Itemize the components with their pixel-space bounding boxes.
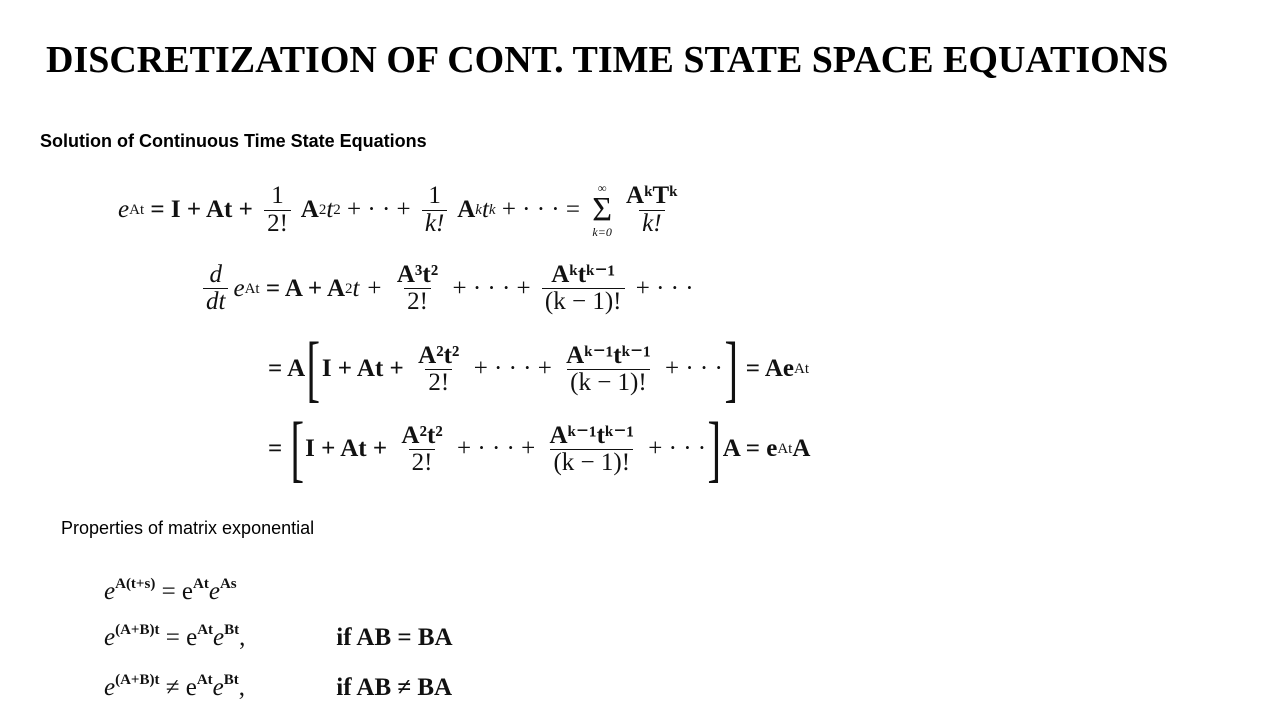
- equation-text: A: [792, 435, 811, 463]
- summation: [592, 182, 612, 238]
- equation-text: t +: [352, 274, 389, 302]
- equation-text: = Ae: [739, 355, 794, 383]
- property-comma: ,: [238, 674, 245, 701]
- equation-text: = A: [268, 355, 306, 383]
- fraction-numerator: 1: [271, 182, 284, 210]
- properties-label: Properties of matrix exponential: [61, 518, 315, 538]
- property-comma: ,: [239, 624, 246, 651]
- exponent: (A+B)t: [115, 622, 160, 638]
- fraction: [623, 183, 681, 237]
- fraction-denominator: 2!: [264, 210, 291, 237]
- property-rhs-base: e: [212, 674, 224, 701]
- property-rhs: = e: [155, 578, 194, 605]
- fraction: [398, 423, 445, 477]
- fraction: [422, 183, 447, 237]
- equation-text: + · · · +: [467, 355, 559, 383]
- sigma-symbol: Σ: [592, 191, 613, 228]
- equation-factor-right: = [ I + At + $\frac{\text{A²t²}}{2!}$ + · · · + $\frac{\text{Aᵏ⁻¹tᵏ⁻¹}}{(k - 1)!}$ + · · · ] A = e At A: [268, 408, 811, 490]
- equation-text: + · · ·: [642, 435, 707, 463]
- fraction-denominator: 2!: [404, 288, 431, 315]
- summation-upper-limit: ∞: [597, 181, 607, 195]
- fraction: [394, 262, 441, 316]
- derivative-fraction: [203, 262, 228, 316]
- fraction-numerator: A²t²: [418, 341, 460, 369]
- fraction: [542, 262, 625, 316]
- fraction-denominator: (k − 1)!: [567, 369, 650, 396]
- fraction-denominator: (k − 1)!: [550, 449, 633, 476]
- fraction-denominator: 2!: [409, 449, 436, 476]
- exponent: As: [219, 576, 237, 592]
- exponent: (A+B)t: [115, 672, 160, 688]
- exponent: At: [193, 576, 209, 592]
- equation-text: A: [452, 196, 476, 224]
- equation-derivative: $\frac{d}{dt}$ e At = A + A 2 t + $\frac{\text{A³t²}}{2!}$ + · · · + $\frac{\text{Aᵏtᵏ⁻¹}}{(k - 1)!}$ + · · ·: [198, 262, 694, 316]
- fraction-numerator: 1: [428, 182, 441, 210]
- fraction-denominator: (k − 1)!: [542, 288, 625, 315]
- fraction-denominator: k!: [639, 210, 664, 237]
- fraction: [546, 423, 637, 477]
- equation-text: = I + At +: [144, 196, 260, 224]
- left-bracket: [: [306, 328, 321, 410]
- fraction-denominator: k!: [422, 210, 447, 237]
- equation-text: A: [295, 196, 319, 224]
- equation-factor-left: = A [ I + At + $\frac{\text{A²t²}}{2!}$ + · · · + $\frac{\text{Aᵏ⁻¹tᵏ⁻¹}}{(k - 1)!}$ + · · · ] = Ae At: [268, 328, 809, 410]
- fraction-numerator: Aᵏtᵏ⁻¹: [551, 261, 616, 288]
- property-rhs: ≠ e: [159, 674, 197, 701]
- equation-text: A = e: [722, 435, 778, 463]
- equation-text: t: [326, 196, 334, 224]
- fraction-numerator: A³t²: [396, 261, 439, 288]
- fraction: [264, 183, 291, 237]
- fraction-numerator: d: [209, 261, 222, 288]
- equation-text: + · · ·: [629, 274, 694, 302]
- right-bracket: ]: [724, 328, 738, 410]
- equation-text: + · · +: [340, 196, 417, 224]
- exponent: At: [196, 672, 213, 688]
- equation-text: + · · · =: [495, 196, 587, 224]
- property-rhs: = e: [159, 624, 198, 651]
- exponent: Bt: [223, 672, 239, 688]
- fraction: [415, 343, 462, 397]
- property-condition: if AB = BA: [336, 624, 453, 651]
- slide-title: DISCRETIZATION OF CONT. TIME STATE SPACE EQUATIONS: [46, 39, 1169, 81]
- summation-lower-limit: k=0: [592, 225, 612, 240]
- equation-text: = A + A: [259, 274, 346, 302]
- left-bracket: [: [290, 408, 304, 490]
- equation-text: + · · ·: [658, 355, 723, 383]
- property-rhs-base: e: [213, 624, 225, 651]
- fraction-numerator: A²t²: [401, 421, 443, 449]
- property-row: $e^{(A+B)t} = e^{At}e^{Bt}$, if AB = BA: [104, 622, 453, 651]
- fraction-denominator: dt: [203, 288, 228, 315]
- property-row: $e^{A(t+s)} = e^{At}e^{As}$: [104, 576, 237, 605]
- section-subheading: Solution of Continuous Time State Equations: [40, 131, 427, 151]
- equation-text: + · · · +: [446, 274, 537, 302]
- property-row: $e^{(A+B)t} \ne e^{At}e^{Bt}$, if AB ≠ BA: [104, 672, 453, 701]
- fraction: [563, 343, 654, 397]
- equation-text: I + At +: [305, 435, 394, 463]
- equation-text: =: [268, 435, 289, 463]
- equation-text: + · · · +: [450, 435, 542, 463]
- property-condition: if AB ≠ BA: [336, 674, 453, 701]
- equation-text: t: [481, 196, 489, 224]
- equation-text: I + At +: [321, 355, 411, 383]
- equation-exponential-series: e At = I + At + $\frac{1}{2!}$ A 2 t 2 + · · + $\frac{1}{k!}$ A k t k + · · · = ∞ Σ k=0 $\frac{\text{AᵏTᵏ}}{k!}$: [118, 182, 686, 238]
- right-bracket: ]: [707, 408, 722, 490]
- fraction-numerator: AᵏTᵏ: [626, 182, 678, 210]
- fraction-numerator: Aᵏ⁻¹tᵏ⁻¹: [549, 421, 635, 449]
- property-rhs-base: e: [208, 578, 220, 605]
- fraction-numerator: Aᵏ⁻¹tᵏ⁻¹: [566, 341, 651, 369]
- exponent: At: [197, 622, 214, 638]
- fraction-denominator: 2!: [425, 369, 452, 396]
- exponent: A(t+s): [115, 576, 156, 592]
- exponent: Bt: [224, 622, 240, 638]
